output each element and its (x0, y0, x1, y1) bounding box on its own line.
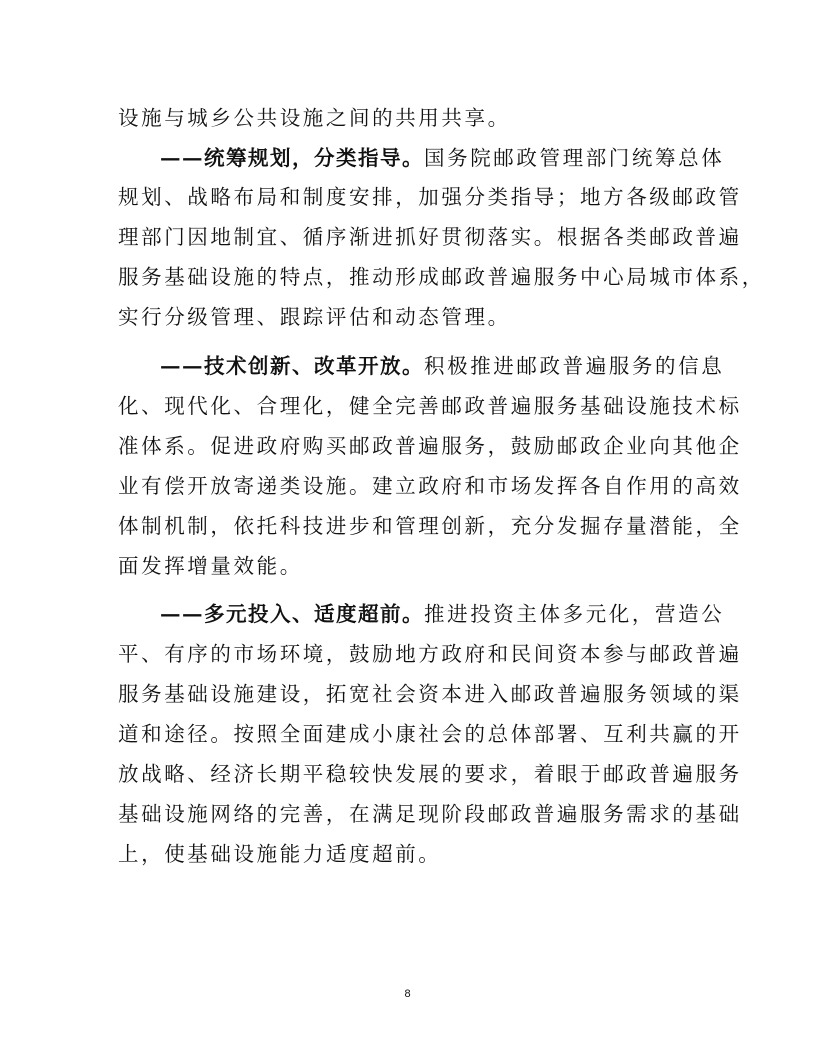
body-text: 积极推进邮政普遍服务的信息 (424, 354, 725, 378)
body-text-line: 实行分级管理、跟踪评估和动态管理。 (118, 305, 511, 329)
body-text: 推进投资主体多元化，营造公 (424, 602, 725, 626)
body-text-line: 上，使基础设施能力适度超前。 (118, 842, 442, 866)
body-text-line: 道和途径。按照全面建成小康社会的总体部署、互利共赢的开 (118, 722, 742, 746)
body-text: 国务院邮政管理部门统筹总体 (424, 146, 725, 170)
body-text-line: 化、现代化、合理化，健全完善邮政普遍服务基础设施技术标 (118, 394, 742, 418)
body-text-line: 面发挥增量效能。 (118, 554, 303, 578)
principle-heading-line (160, 351, 725, 381)
principle-heading-line (160, 599, 725, 629)
body-text-line: 准体系。促进政府购买邮政普遍服务，鼓励邮政企业向其他企 (118, 434, 742, 458)
body-text-line: 放战略、经济长期平稳较快发展的要求，着眼于邮政普遍服务 (118, 762, 742, 786)
principle-heading-line (160, 143, 725, 173)
body-text-line: 基础设施网络的完善，在满足现阶段邮政普遍服务需求的基础 (118, 802, 742, 826)
body-text-line: 服务基础设施的特点，推动形成邮政普遍服务中心局城市体系， (118, 265, 765, 289)
body-text-line: 设施与城乡公共设施之间的共用共享。 (118, 106, 511, 130)
body-text-line: 规划、战略布局和制度安排，加强分类指导；地方各级邮政管 (118, 185, 742, 209)
principle-heading: ——统筹规划，分类指导。 (160, 146, 424, 170)
body-text-line: 业有偿开放寄递类设施。建立政府和市场发挥各自作用的高效 (118, 474, 742, 498)
page-number: 8 (404, 988, 411, 1000)
body-text-line: 服务基础设施建设，拓宽社会资本进入邮政普遍服务领域的渠 (118, 682, 742, 706)
body-text-line: 体制机制，依托科技进步和管理创新，充分发掘存量潜能，全 (118, 514, 742, 538)
principle-heading: ——技术创新、改革开放。 (160, 354, 424, 378)
body-text-line: 平、有序的市场环境，鼓励地方政府和民间资本参与邮政普遍 (118, 642, 742, 666)
body-text-line: 理部门因地制宜、循序渐进抓好贯彻落实。根据各类邮政普遍 (118, 225, 742, 249)
principle-heading: ——多元投入、适度超前。 (160, 602, 424, 626)
